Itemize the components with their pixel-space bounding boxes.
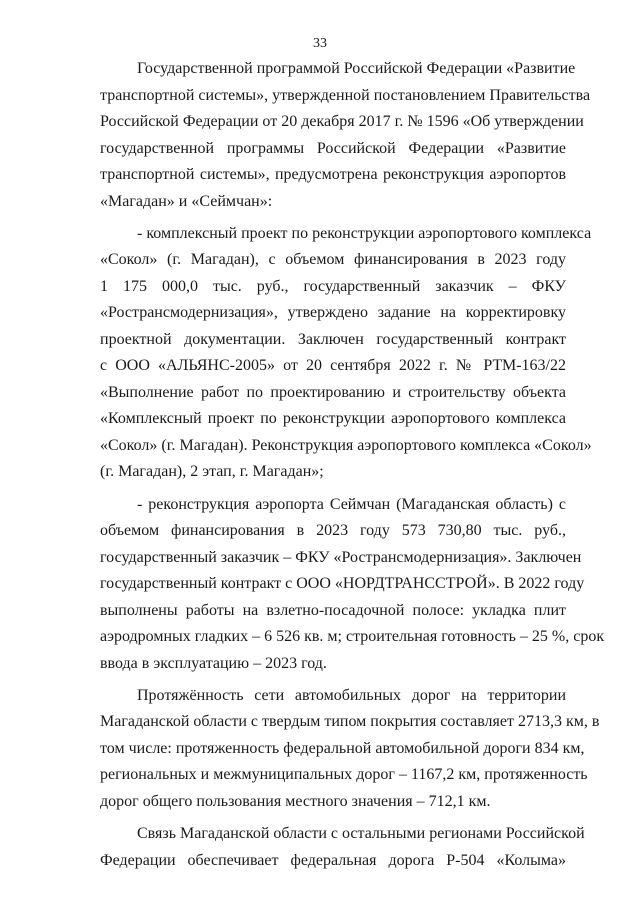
text-line: Федерации обеспечивает федеральная дорога Р-504 «Колыма» bbox=[100, 851, 566, 869]
text-line: «Магадан» и «Сеймчан»: bbox=[100, 192, 273, 210]
paragraph-transport-program bbox=[100, 56, 591, 215]
text-line: том числе: протяженность федеральной автомобильной дороги 834 км, bbox=[100, 739, 585, 757]
page-number: 33 bbox=[313, 36, 327, 51]
text-line: - комплексный проект по реконструкции аэропортового комплекса bbox=[137, 224, 592, 242]
text-line: объемом финансирования в 2023 году 573 730,80 тыс. руб., bbox=[100, 522, 566, 540]
text-line: «Ространсмодернизация», утверждено задание на корректировку bbox=[100, 304, 566, 322]
text-line: проектной документации. Заключен государственный контракт bbox=[100, 330, 566, 348]
text-line: выполнены работы на взлетно-посадочной полосе: укладка плит bbox=[100, 601, 566, 619]
paragraph-seymchan-airport bbox=[100, 492, 605, 678]
text-line: государственный заказчик – ФКУ «Ространсмодернизация». Заключен bbox=[100, 548, 582, 566]
text-line: государственный контракт с ООО «НОРДТРАНССТРОЙ». В 2022 году bbox=[100, 575, 585, 593]
text-line: «Сокол» (г. Магадан). Реконструкция аэропортового комплекса «Сокол» bbox=[100, 436, 592, 454]
paragraph-regional-connection bbox=[100, 821, 585, 874]
text-line: государственной программы Российской Федерации «Развитие bbox=[100, 139, 566, 157]
paragraph-road-network bbox=[100, 683, 600, 816]
text-line: (г. Магадан), 2 этап, г. Магадан»; bbox=[100, 463, 324, 481]
text-line: с ООО «АЛЬЯНС-2005» от 20 сентября 2022 г. № РТМ-163/22 bbox=[100, 357, 566, 375]
text-line: Государственной программой Российской Федерации «Развитие bbox=[137, 60, 576, 77]
text-line: транспортной системы», предусмотрена реконструкция аэропортов bbox=[100, 166, 566, 183]
document-body bbox=[100, 56, 605, 874]
text-line: Протяжённость сети автомобильных дорог на территории bbox=[137, 686, 566, 704]
text-line: Магаданской области с твердым типом покрытия составляет 2713,3 км, в bbox=[100, 713, 600, 731]
text-line: дорог общего пользования местного значения – 712,1 км. bbox=[100, 792, 491, 810]
text-line: транспортной системы», утвержденной постановлением Правительства bbox=[100, 86, 591, 104]
paragraph-sokol-airport bbox=[100, 221, 592, 486]
text-line: «Выполнение работ по проектированию и строительству объекта bbox=[100, 383, 566, 401]
text-line: региональных и межмуниципальных дорог – 1167,2 км, протяженность bbox=[100, 766, 588, 784]
text-line: 1 175 000,0 тыс. руб., государственный заказчик – ФКУ bbox=[100, 277, 566, 295]
text-line: ввода в эксплуатацию – 2023 год. bbox=[100, 654, 327, 672]
text-line: - реконструкция аэропорта Сеймчан (Магаданская область) с bbox=[137, 495, 566, 513]
text-line: Российской Федерации от 20 декабря 2017 г. № 1596 «Об утверждении bbox=[100, 113, 584, 130]
text-line: Связь Магаданской области с остальными регионами Российской bbox=[137, 825, 585, 843]
text-line: «Комплексный проект по реконструкции аэропортового комплекса bbox=[100, 410, 566, 428]
text-line: аэродромных гладких – 6 526 кв. м; строительная готовность – 25 %, срок bbox=[100, 628, 605, 646]
text-line: «Сокол» (г. Магадан), с объемом финансирования в 2023 году bbox=[100, 251, 566, 269]
